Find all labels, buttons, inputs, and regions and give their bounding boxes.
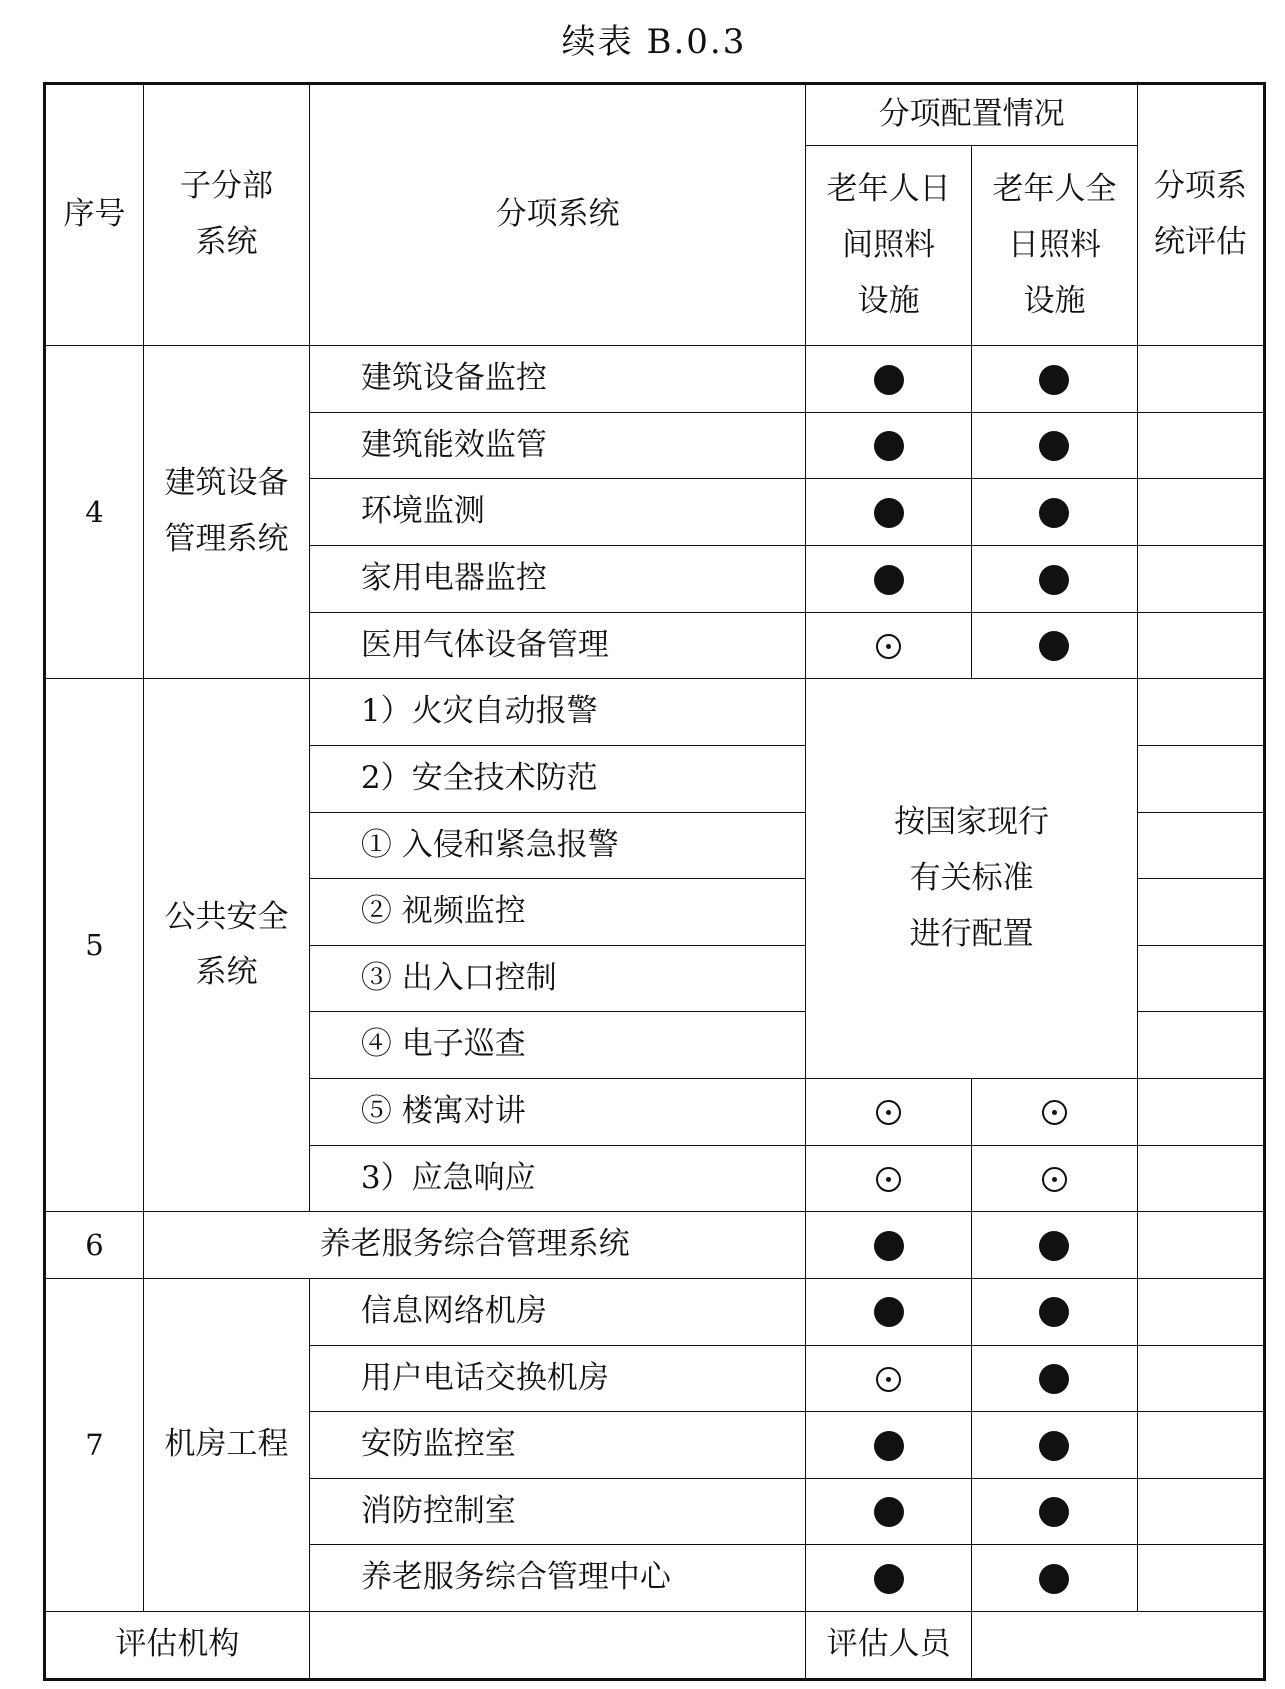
subdivision-name: 机房工程 xyxy=(144,1278,310,1611)
header-eval xyxy=(1137,84,1264,346)
eval-cell[interactable] xyxy=(1137,1212,1264,1279)
filled-dot-icon xyxy=(1039,1497,1069,1527)
full-care-cell xyxy=(972,479,1138,546)
day-care-cell xyxy=(806,612,972,679)
circled-dot-icon xyxy=(1042,1167,1067,1192)
table-row xyxy=(45,1278,1265,1345)
assessor-value[interactable] xyxy=(972,1612,1265,1680)
header-day-care-line3: 设施 xyxy=(857,282,920,319)
eval-cell[interactable] xyxy=(1137,479,1264,546)
full-care-cell xyxy=(972,412,1138,479)
filled-dot-icon xyxy=(1039,498,1069,528)
subdivision-name-merged: 养老服务综合管理系统 xyxy=(144,1212,806,1279)
circled-dot-icon xyxy=(876,634,901,659)
item-name: 家用电器监控 xyxy=(309,546,805,613)
eval-cell[interactable] xyxy=(1137,546,1264,613)
header-subdivision-line2: 系统 xyxy=(195,224,258,261)
merged-note-line1: 按国家现行 xyxy=(894,804,1050,841)
filled-dot-icon xyxy=(874,498,904,528)
item-name: 用户电话交换机房 xyxy=(309,1345,805,1412)
header-item: 分项系统 xyxy=(309,84,805,346)
table-row xyxy=(45,679,1265,746)
full-care-cell xyxy=(972,1478,1138,1545)
item-name: 养老服务综合管理中心 xyxy=(309,1545,805,1612)
eval-cell[interactable] xyxy=(1137,812,1264,879)
day-care-cell xyxy=(806,1478,972,1545)
header-index: 序号 xyxy=(45,84,144,346)
header-subdivision xyxy=(144,84,310,346)
agency-value[interactable] xyxy=(309,1612,805,1680)
eval-cell[interactable] xyxy=(1137,1412,1264,1479)
row-index: 6 xyxy=(45,1212,144,1279)
day-care-cell xyxy=(806,1212,972,1279)
header-full-care-line3: 设施 xyxy=(1023,282,1086,319)
header-full-care-line1: 老年人全 xyxy=(992,171,1117,208)
merged-standard-note xyxy=(806,679,1138,1079)
full-care-cell xyxy=(972,1345,1138,1412)
eval-cell[interactable] xyxy=(1137,412,1264,479)
agency-label: 评估机构 xyxy=(45,1612,310,1680)
header-full-care-line2: 日照料 xyxy=(1007,226,1101,263)
item-name: 安防监控室 xyxy=(309,1412,805,1479)
day-care-cell xyxy=(806,1412,972,1479)
circled-dot-icon xyxy=(876,1167,901,1192)
row-index: 7 xyxy=(45,1278,144,1611)
row-index: 4 xyxy=(45,346,144,679)
item-name: ③ 出入口控制 xyxy=(309,945,805,1012)
day-care-cell xyxy=(806,412,972,479)
filled-dot-icon xyxy=(1039,1364,1069,1394)
eval-cell[interactable] xyxy=(1137,1079,1264,1146)
merged-note-line3: 进行配置 xyxy=(909,915,1034,952)
subdivision-line1: 公共安全 xyxy=(164,898,289,935)
header-day-care xyxy=(806,146,972,346)
item-name: 环境监测 xyxy=(309,479,805,546)
table-row xyxy=(45,1212,1265,1279)
header-day-care-line2: 间照料 xyxy=(842,226,936,263)
item-name: 消防控制室 xyxy=(309,1478,805,1545)
full-care-cell xyxy=(972,546,1138,613)
eval-cell[interactable] xyxy=(1137,1012,1264,1079)
filled-dot-icon xyxy=(874,1564,904,1594)
eval-cell[interactable] xyxy=(1137,1345,1264,1412)
filled-dot-icon xyxy=(1039,1431,1069,1461)
full-care-cell xyxy=(972,612,1138,679)
eval-cell[interactable] xyxy=(1137,945,1264,1012)
eval-cell[interactable] xyxy=(1137,745,1264,812)
filled-dot-icon xyxy=(874,565,904,595)
item-name: 信息网络机房 xyxy=(309,1278,805,1345)
filled-dot-icon xyxy=(1039,565,1069,595)
filled-dot-icon xyxy=(874,365,904,395)
footer-row xyxy=(45,1612,1265,1680)
subdivision-name xyxy=(144,679,310,1212)
header-full-care xyxy=(972,146,1138,346)
item-name: ⑤ 楼寓对讲 xyxy=(309,1079,805,1146)
subdivision-line2: 管理系统 xyxy=(164,521,289,558)
header-eval-line2: 统评估 xyxy=(1153,224,1247,261)
eval-cell[interactable] xyxy=(1137,1145,1264,1212)
filled-dot-icon xyxy=(874,1231,904,1261)
subdivision-name xyxy=(144,346,310,679)
filled-dot-icon xyxy=(1039,1564,1069,1594)
eval-cell[interactable] xyxy=(1137,1545,1264,1612)
full-care-cell xyxy=(972,1079,1138,1146)
filled-dot-icon xyxy=(874,1297,904,1327)
item-name: 建筑能效监管 xyxy=(309,412,805,479)
item-name: 建筑设备监控 xyxy=(309,346,805,413)
filled-dot-icon xyxy=(1039,631,1069,661)
header-eval-line1: 分项系 xyxy=(1153,168,1247,205)
full-care-cell xyxy=(972,346,1138,413)
header-day-care-line1: 老年人日 xyxy=(826,171,951,208)
full-care-cell xyxy=(972,1545,1138,1612)
circled-dot-icon xyxy=(1042,1100,1067,1125)
item-name: 1）火灾自动报警 xyxy=(309,679,805,746)
filled-dot-icon xyxy=(874,1431,904,1461)
item-name: 医用气体设备管理 xyxy=(309,612,805,679)
evaluation-table xyxy=(43,82,1266,1681)
item-name: ① 入侵和紧急报警 xyxy=(309,812,805,879)
subdivision-line1: 建筑设备 xyxy=(164,465,289,502)
day-care-cell xyxy=(806,1278,972,1345)
circled-dot-icon xyxy=(876,1100,901,1125)
filled-dot-icon xyxy=(874,431,904,461)
subdivision-line2: 系统 xyxy=(195,954,258,991)
filled-dot-icon xyxy=(1039,1297,1069,1327)
table-row xyxy=(45,346,1265,413)
day-care-cell xyxy=(806,1345,972,1412)
row-index: 5 xyxy=(45,679,144,1212)
eval-cell[interactable] xyxy=(1137,1278,1264,1345)
assessor-label: 评估人员 xyxy=(806,1612,972,1680)
eval-cell[interactable] xyxy=(1137,612,1264,679)
eval-cell[interactable] xyxy=(1137,346,1264,413)
header-subdivision-line1: 子分部 xyxy=(179,168,273,205)
full-care-cell xyxy=(972,1212,1138,1279)
eval-cell[interactable] xyxy=(1137,1478,1264,1545)
filled-dot-icon xyxy=(1039,431,1069,461)
circled-dot-icon xyxy=(876,1367,901,1392)
day-care-cell xyxy=(806,346,972,413)
filled-dot-icon xyxy=(1039,365,1069,395)
header-config-group: 分项配置情况 xyxy=(806,84,1138,146)
filled-dot-icon xyxy=(874,1497,904,1527)
full-care-cell xyxy=(972,1145,1138,1212)
eval-cell[interactable] xyxy=(1137,679,1264,746)
day-care-cell xyxy=(806,1145,972,1212)
filled-dot-icon xyxy=(1039,1231,1069,1261)
item-name: 2）安全技术防范 xyxy=(309,745,805,812)
table-title: 续表 B.0.3 xyxy=(561,22,747,62)
day-care-cell xyxy=(806,546,972,613)
item-name: ④ 电子巡查 xyxy=(309,1012,805,1079)
full-care-cell xyxy=(972,1412,1138,1479)
day-care-cell xyxy=(806,1545,972,1612)
full-care-cell xyxy=(972,1278,1138,1345)
day-care-cell xyxy=(806,479,972,546)
item-name: 3）应急响应 xyxy=(309,1145,805,1212)
eval-cell[interactable] xyxy=(1137,879,1264,946)
merged-note-line2: 有关标准 xyxy=(909,859,1034,896)
item-name: ② 视频监控 xyxy=(309,879,805,946)
day-care-cell xyxy=(806,1079,972,1146)
